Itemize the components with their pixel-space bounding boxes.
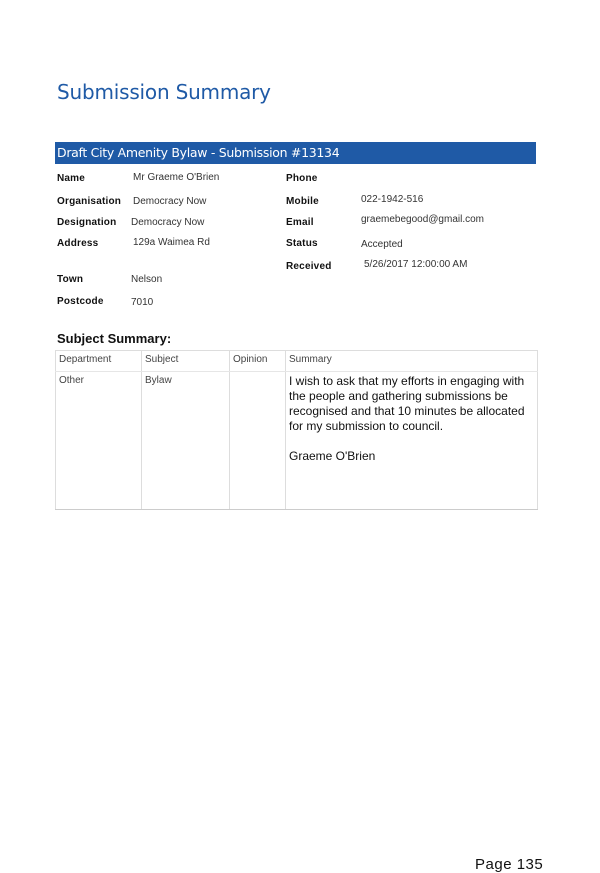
table-row (56, 372, 538, 510)
postcode-value: 7010 (131, 297, 154, 308)
organisation-value: Democracy Now (133, 196, 207, 207)
subject-cell: Bylaw (142, 372, 230, 510)
name-label: Name (57, 173, 86, 184)
subject-column-header: Subject (142, 351, 230, 372)
department-column-header: Department (56, 351, 142, 372)
address-label: Address (57, 238, 99, 249)
email-value: graemebegood@gmail.com (361, 214, 484, 225)
opinion-column-header: Opinion (230, 351, 286, 372)
status-label: Status (286, 238, 318, 249)
phone-label: Phone (286, 173, 318, 184)
address-value: 129a Waimea Rd (133, 237, 210, 248)
organisation-label: Organisation (57, 196, 122, 207)
mobile-label: Mobile (286, 196, 319, 207)
page-title: Submission Summary (57, 80, 271, 104)
designation-value: Democracy Now (131, 217, 205, 228)
table-header-row (56, 351, 538, 372)
page-number: Page 135 (475, 856, 544, 873)
received-label: Received (286, 261, 332, 272)
subject-summary-heading: Subject Summary: (57, 331, 172, 346)
mobile-value: 022-1942-516 (361, 194, 424, 205)
summary-cell (286, 372, 538, 510)
designation-label: Designation (57, 217, 117, 228)
submission-banner: Draft City Amenity Bylaw - Submission #13134 (55, 142, 536, 164)
department-cell: Other (56, 372, 142, 510)
summary-column-header: Summary (286, 351, 538, 372)
summary-text: I wish to ask that my efforts in engaging with the people and gathering submissions be recognised and that 10 minutes be allocated for my submission to council. Graeme O'Brien (289, 374, 525, 463)
town-label: Town (57, 274, 84, 285)
postcode-label: Postcode (57, 296, 104, 307)
town-value: Nelson (131, 274, 163, 285)
opinion-cell (230, 372, 286, 510)
email-label: Email (286, 217, 314, 228)
status-value: Accepted (361, 239, 403, 250)
received-value: 5/26/2017 12:00:00 AM (364, 259, 468, 270)
subject-summary-table (55, 350, 538, 510)
name-value: Mr Graeme O'Brien (133, 172, 220, 183)
